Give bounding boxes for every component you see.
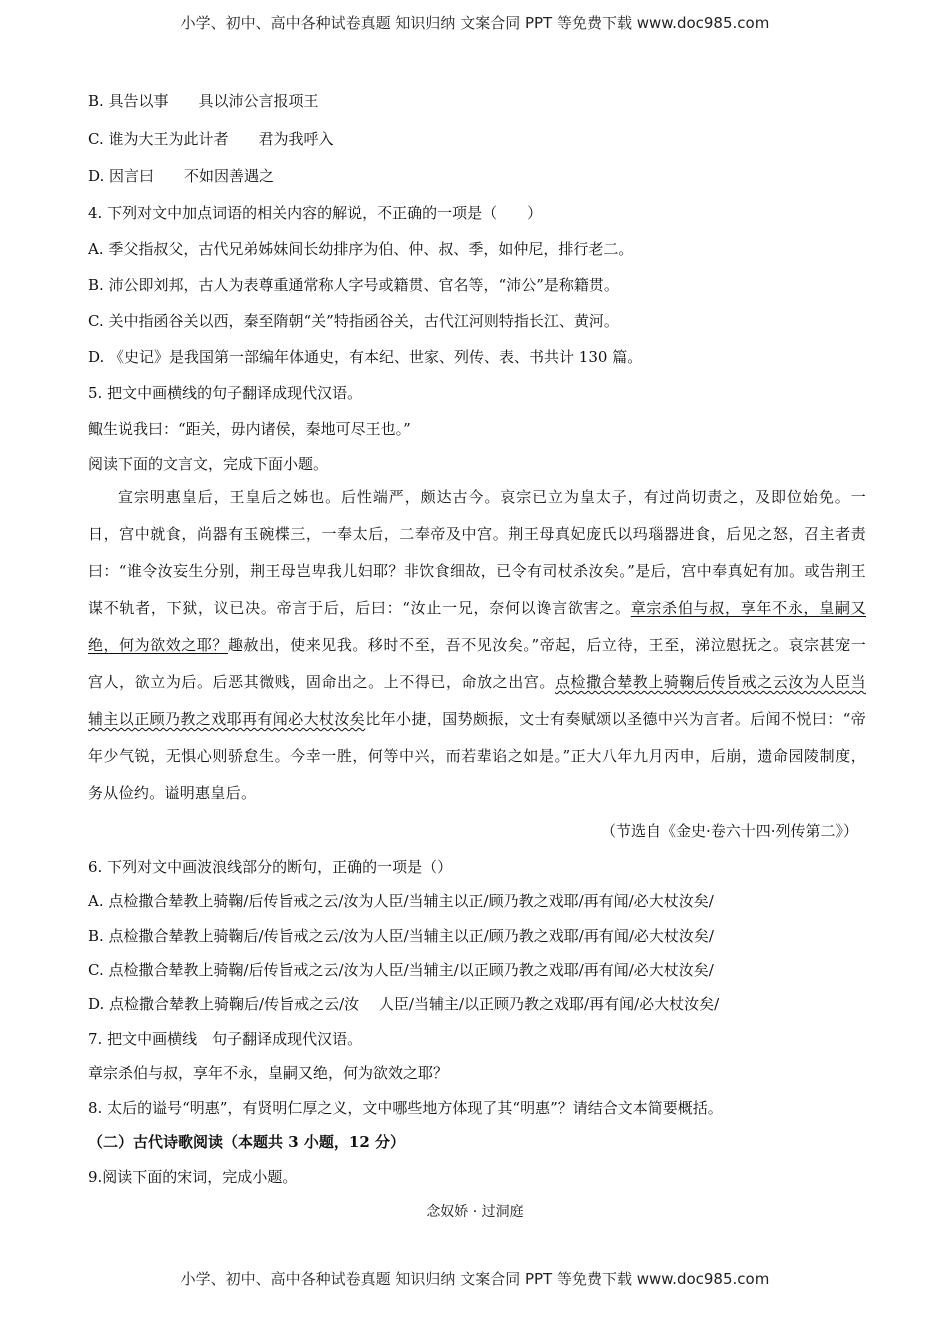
section2-heading: （二）古代诗歌阅读（本题共 3 小题，12 分） <box>88 1133 405 1151</box>
q6-stem: 6. 下列对文中画波浪线部分的断句，正确的一项是（） <box>88 858 453 876</box>
q5-stem: 5. 把文中画横线的句子翻译成现代汉语。 <box>88 384 363 402</box>
reading-intro: 阅读下面的文言文，完成下面小题。 <box>88 455 329 473</box>
classical-passage <box>88 479 866 812</box>
underlined-sentence: 章宗杀伯与叔，享年不永，皇嗣又绝，何为欲效之耶？ <box>88 599 866 654</box>
q8-stem: 8. 太后的谥号“明惠”，有贤明仁厚之义，文中哪些地方体现了其“明惠”？请结合文本简要概括。 <box>88 1099 723 1117</box>
q4-option-c: C. 关中指函谷关以西，秦至隋朝“关”特指函谷关，古代江河则特指长江、黄河。 <box>88 312 619 330</box>
passage-part1: 宣宗明惠皇后，王皇后之姊也。后性端严，颇达古今。哀宗已立为皇太子，有过尚切责之，及即位始免。一日，宫中就食，尚器有玉碗楪三，一奉太后，二奉帝及中宫。荆王母真妃庞氏以玛瑙器进食，后见之怒，召主者责曰：“谁令汝妄生分别，荆王母岂卑我儿妇耶？非饮食细故，已令有司杖杀汝矣。”是后，宫中奉真妃有加。或告荆王谋不轨者，下狱，议已决。帝言于后，后曰：“汝止一兄，奈何以谗言欲害之。 <box>88 488 866 617</box>
passage-part3: 比年小捷，国势颇振，文士有奏赋颂以圣德中兴为言者。后闻不悦曰：“帝年少气锐，无惧心则骄怠生。今幸一胜，何等中兴，而若辈谄之如是。”正大八年九月丙申，后崩，遗命园陵制度，务从俭约。谥明惠皇后。 <box>88 710 867 802</box>
q6-option-a: A. 点检撒合辇教上骑鞠/后传旨戒之云/汝为人臣/当辅主以正/顾乃教之戏耶/再有闻/必大杖汝矣/ <box>88 892 714 910</box>
page-footer: 小学、初中、高中各种试卷真题 知识归纳 文案合同 PPT 等免费下载 www.doc985.com <box>180 1270 770 1288</box>
wavy-line-section: 点检撒合辇教上骑鞠后传旨戒之云汝为人臣当辅主以正顾乃教之戏耶再有闻必大杖汝矣 <box>88 673 866 728</box>
poem-title: 念奴娇 · 过洞庭 <box>426 1204 524 1220</box>
q4-option-a: A. 季父指叔父，古代兄弟姊妹间长幼排序为伯、仲、叔、季，如仲尼，排行老二。 <box>88 240 634 258</box>
q4-stem: 4. 下列对文中加点词语的相关内容的解说，不正确的一项是（ ） <box>88 204 543 222</box>
q6-option-c: C. 点检撒合辇教上骑鞠/后传旨戒之云/汝为人臣/当辅主/以正顾乃教之戏耶/再有闻/必大杖汝矣/ <box>88 961 714 979</box>
q3-option-d: D. 因言曰 不如因善遇之 <box>88 167 275 185</box>
q7-stem: 7. 把文中画横线 句子翻译成现代汉语。 <box>88 1030 363 1048</box>
page-header: 小学、初中、高中各种试卷真题 知识归纳 文案合同 PPT 等免费下载 www.doc985.com <box>180 14 770 32</box>
passage-source: （节选自《金史·卷六十四·列传第二》） <box>600 822 858 840</box>
q9-stem: 9.阅读下面的宋词，完成小题。 <box>88 1168 298 1186</box>
q6-option-d: D. 点检撒合辇教上骑鞠后/传旨戒之云/汝 人臣/当辅主/以正顾乃教之戏耶/再有闻/必大杖汝矣/ <box>88 995 720 1013</box>
q5-sentence: 鲰生说我曰：“距关，毋内诸侯，秦地可尽王也。” <box>88 420 411 438</box>
q4-option-d: D. 《史记》是我国第一部编年体通史，有本纪、世家、列传、表、书共计 130 篇。 <box>88 348 643 366</box>
passage-paragraph <box>88 479 866 812</box>
q6-option-b: B. 点检撒合辇教上骑鞠后/传旨戒之云/汝为人臣/当辅主以正/顾乃教之戏耶/再有闻/必大杖汝矣/ <box>88 927 714 945</box>
q7-sentence: 章宗杀伯与叔，享年不永，皇嗣又绝，何为欲效之耶？ <box>88 1064 449 1082</box>
q3-option-b: B. 具告以事 具以沛公言报项王 <box>88 92 319 110</box>
q4-option-b: B. 沛公即刘邦，古人为表尊重通常称人字号或籍贯、官名等，“沛公”是称籍贯。 <box>88 276 619 294</box>
passage-part2: 趣赦出，使来见我。移时不至，吾不见汝矣。”帝起，后立待，王至，涕泣慰抚之。哀宗甚宠一宫人，欲立为后。后恶其微贱，固命出之。上不得已，命放之出宫。 <box>88 636 867 691</box>
q3-option-c: C. 谁为大王为此计者 君为我呼入 <box>88 130 334 148</box>
